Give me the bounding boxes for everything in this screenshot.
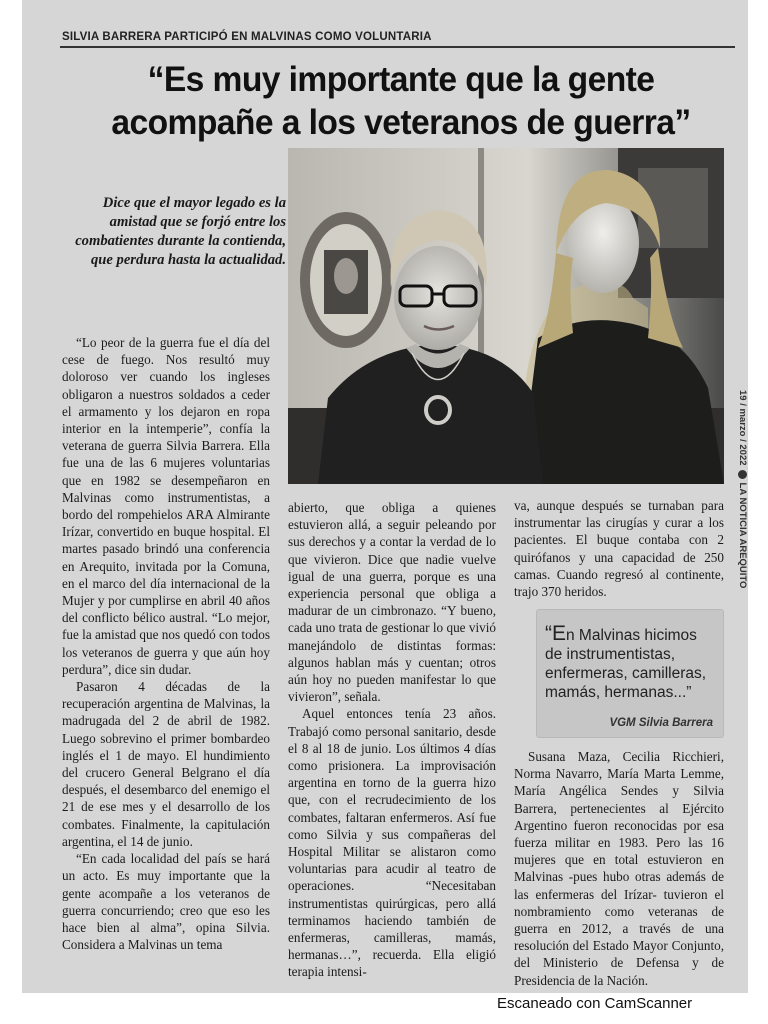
paragraph: “Lo peor de la guerra fue el día del cese de fuego. Nos resultó muy doloroso ver cuando los ingleses obligaron a nuestros soldados a ceder el armamento y los dejaron en ropa interior en la intemperie”, confía la veterana de guerra Silvia Barrera. Ella fue una de las 6 mujeres voluntarias que en 1982 se desempeñaron en Malvinas como instrumentistas, a bordo del rompehielos ARA Almirante Irízar, convertido en buque hospital. El martes pasado brindó una conferencia en Arequito, invitada por la Comuna, en el marco del día internacional de la Mujer y por cumplirse en abril 40 años del conflicto bélico austral. “Lo mejor, fue la amistad que nos quedó con todos los veteranos de guerra y que aún hoy perdura”, dice sin dudar. <box>62 335 270 677</box>
pull-quote <box>536 609 724 738</box>
kicker-rule <box>60 46 735 48</box>
issue-date: 19 / marzo / 2022 <box>737 390 748 466</box>
page-number-dot <box>738 470 747 479</box>
column-1 <box>62 334 270 953</box>
headline: “Es muy importante que la gente acompañe a los veteranos de guerra” <box>111 60 691 142</box>
paragraph: Pasaron 4 décadas de la recuperación argentina de Malvinas, la madrugada del 2 de abril de 1982. Luego sobrevino el primer bombardeo inglés el 1 de mayo. El hundimiento del crucero General Belgrano el día después, el desembarco del enemigo el 21 de ese mes y el desarrollo de los combates. Finalmente, la capitulación argentina, el 14 de junio. <box>62 679 270 849</box>
pull-quote-text <box>545 624 717 702</box>
photo-illustration <box>288 148 724 484</box>
paragraph: abierto, que obliga a quienes estuvieron allá, a seguir peleando por sus derechos y a contar la verdad de lo que vivieron. Dice que nadie vuelve igual de una guerra, porque es una experiencia personal que obliga a madurar de un cimbronazo. “Y bueno, cada uno trata de gestionar lo que vivió manejándolo de distintas formas: algunos hablan más y cuentan; otros aún hoy no pueden manifestar lo que vivieron”, señala. <box>288 500 496 705</box>
pull-quote-author: VGM Silvia Barrera <box>609 717 713 729</box>
page-sidebar <box>737 390 748 588</box>
publication-name: LA NOTICIA AREQUITO <box>737 482 748 589</box>
paragraph: va, aunque después se turnaban para instrumentar las cirugías y curar a los pacientes. El buque contaba con 2 quirófanos y una capacidad de 250 camas. Cuando regresó al continente, trajo 370 heridos. <box>514 498 724 600</box>
pull-quote-drop: “E <box>545 622 566 645</box>
column-3-lower <box>514 748 724 989</box>
scanned-page <box>22 0 748 993</box>
pull-quote-body: n Malvinas hicimos de instrumentistas, enfermeras, camilleras, mamás, hermanas...” <box>545 627 707 701</box>
lead-paragraph: Dice que el mayor legado es la amistad que se forjó entre los combatientes durante la contienda, que perdura hasta la actualidad. <box>75 195 286 268</box>
scanner-watermark: Escaneado con CamScanner <box>497 995 693 1012</box>
article-photo <box>288 148 724 484</box>
paragraph: Susana Maza, Cecilia Ricchieri, Norma Navarro, María Marta Lemme, María Angélica Sendes y Silvia Barrera, pertenecientes al Ejército Argentino fueron reconocidas por esa fuerza militar en 1983. Pero las 16 mujeres que en total estuvieron en Malvinas -pues hubo otras además de las enfermeras del Irízar- tuvieron el nombramiento como veteranas de guerra en 2012, a través de una resolución del Estado Mayor Conjunto, del Ministerio de Defensa y de Presidencia de la Nación. <box>514 749 724 988</box>
column-3 <box>514 497 724 600</box>
kicker: SILVIA BARRERA PARTICIPÓ EN MALVINAS COMO VOLUNTARIA <box>62 31 432 43</box>
paragraph: Aquel entonces tenía 23 años. Trabajó como personal sanitario, desde el 8 al 18 de junio. Los últimos 4 días como prisionera. La improvisación argentina en torno de la guerra hizo que, con el recrudecimiento de los combates, faltaran enfermeros. Así fue como Silvia y sus compañeras del Hospital Militar se alistaron como voluntarias para acudir al teatro de operaciones. “Necesitaban instrumentistas quirúrgicas, pero allá terminamos haciendo también de enfermeras, camilleras, mamás, hermanas…”, recuerda. Ella eligió terapia intensi- <box>288 706 496 980</box>
column-2 <box>288 499 496 981</box>
paragraph: “En cada localidad del país se hará un acto. Es muy importante que la gente acompañe a los veteranos de guerra concurriendo; creo que eso les hace bien al alma”, opina Silvia. Considera a Malvinas un tema <box>62 851 270 953</box>
